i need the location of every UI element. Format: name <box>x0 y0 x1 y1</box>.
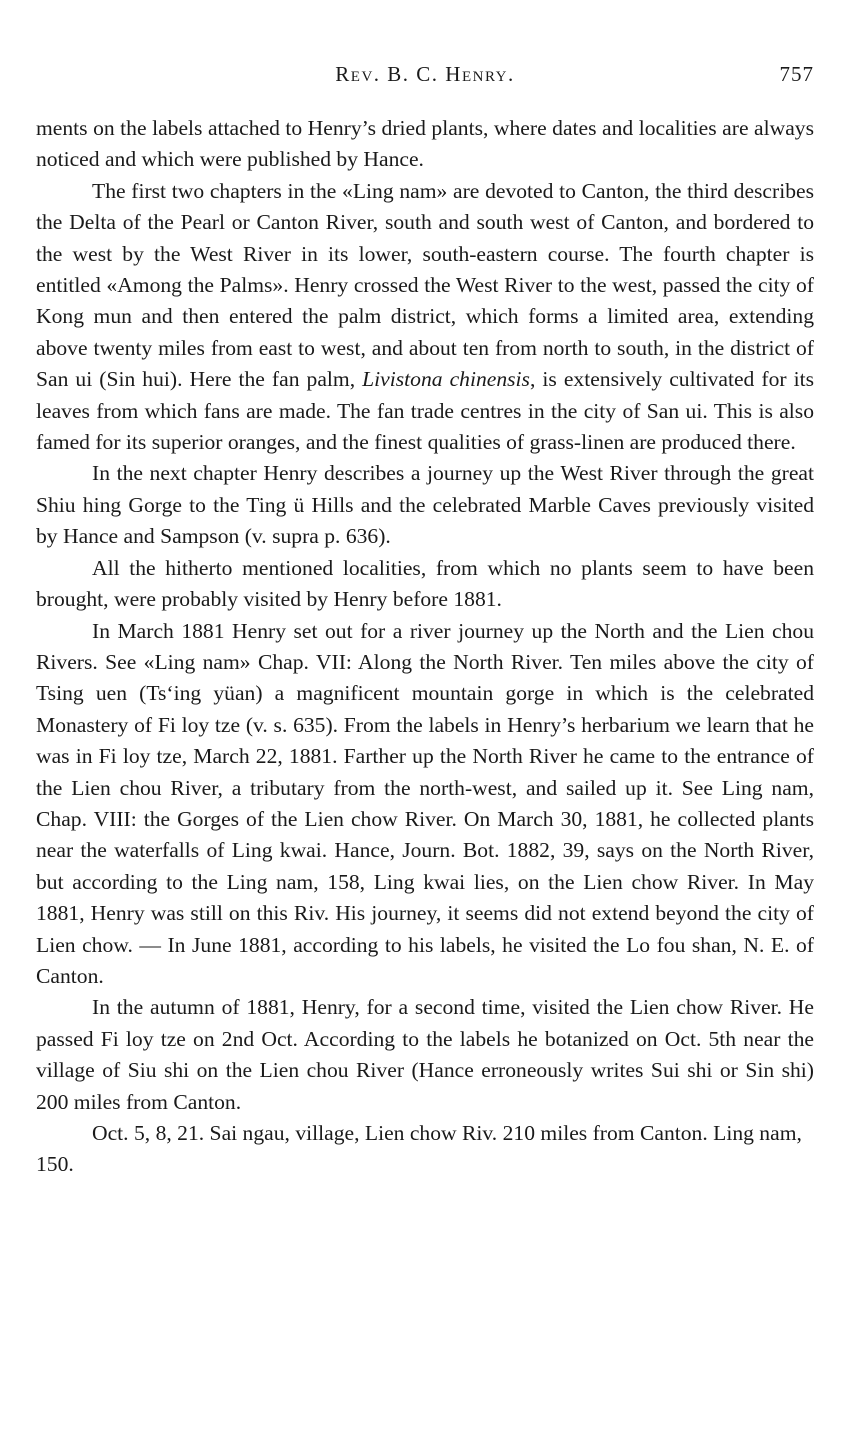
paragraph-text: The first two chapters in the «Ling nam» are devoted to Canton, the third describes the Delta of the Pearl or Canton River, south and south west of Canton, and bordered to the west by the West River in its lower, south-eastern course. The fourth chapter is entitled «Among the Palms». Henry crossed the West River to the west, passed the city of Kong mun and then entered the palm district, which forms a limited area, extending above twenty miles from east to west, and about ten from north to south, in the district of San ui (Sin hui). Here the fan palm, <box>36 178 814 392</box>
species-name: Livistona chinensis <box>362 367 530 392</box>
paragraph-text: , is extensively cultivated for its leaves from which fans are made. The fan trade centres in the city of San ui. This is also famed for its superior oranges, and the finest qualities of grass-linen are produced there. <box>36 367 815 455</box>
body-text <box>36 113 814 1181</box>
paragraph-west-river-journey: In the next chapter Henry describes a journey up the West River through the great Shiu hing Gorge to the Ting ü Hills and the celebrated Marble Caves previously visited by Hance and Sampson (v. supra p. 636). <box>36 461 814 549</box>
page-header <box>36 62 814 92</box>
paragraph-ling-nam-chapters <box>36 176 814 459</box>
paragraph-march-1881: In March 1881 Henry set out for a river journey up the North and the Lien chou Rivers. See «Ling nam» Chap. VII: Along the North River. Ten miles above the city of Tsing uen (Ts‘ing yüan) a magnificent mountain gorge in which is the celebrated Monastery of Fi loy tze (v. s. 635). From the labels in Henry’s herbarium we learn that he was in Fi loy tze, March 22, 1881. Farther up the North River he came to the entrance of the Lien chou River, a tributary from the north-west, and sailed up it. See Ling nam, Chap. VIII: the Gorges of the Lien chow River. On March 30, 1881, he collected plants near the waterfalls of Ling kwai. Hance, Journ. Bot. 1882, 39, says on the North River, but according to the Ling nam, 158, Ling kwai lies, on the Lien chow River. In May 1881, Henry was still on this Riv. His journey, it seems did not extend beyond the city of Lien chow. — In June 1881, according to his labels, he visited the Lo fou shan, N. E. of Canton. <box>36 618 814 988</box>
paragraph-sai-ngau: Oct. 5, 8, 21. Sai ngau, village, Lien chow Riv. 210 miles from Canton. Ling nam, 150. <box>36 1121 802 1177</box>
running-head: Rev. B. C. Henry. <box>335 62 515 86</box>
paragraph-localities: All the hitherto mentioned localities, from which no plants seem to have been brought, were probably visited by Henry before 1881. <box>36 555 814 612</box>
page-number: 757 <box>779 62 814 86</box>
paragraph-autumn-1881: In the autumn of 1881, Henry, for a second time, visited the Lien chow River. He passed Fi loy tze on 2nd Oct. According to the labels he botanized on Oct. 5th near the village of Siu shi on the Lien chou River (Hance erroneously writes Sui shi or Sin shi) 200 miles from Canton. <box>36 995 814 1114</box>
paragraph-continuation: ments on the labels attached to Henry’s dried plants, where dates and localities are always noticed and which were published by Hance. <box>36 116 814 172</box>
